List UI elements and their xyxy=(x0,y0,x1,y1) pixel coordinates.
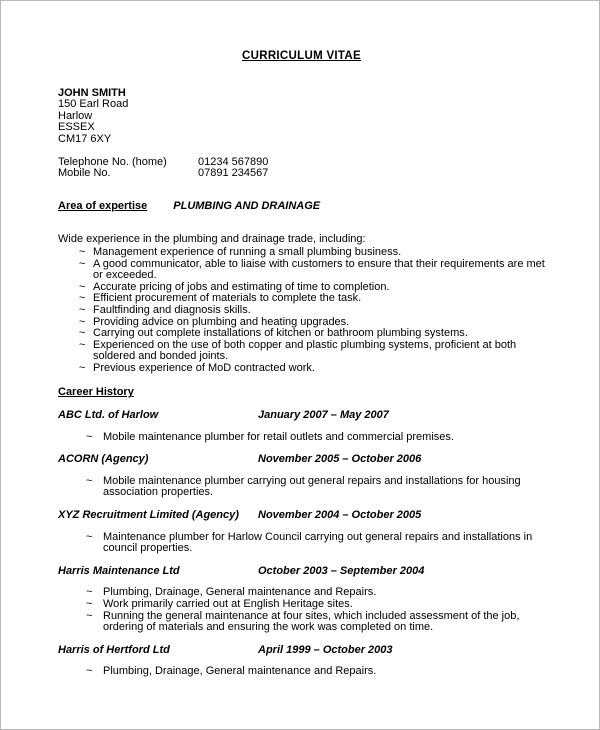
list-item-text: Running the general maintenance at four sites, which included assessment of the job, ordering of materials and ensuring the work was completed on time. xyxy=(103,609,520,634)
list-item xyxy=(58,340,545,363)
list-item xyxy=(58,259,545,282)
list-item-text: Providing advice on plumbing and heating upgrades. xyxy=(93,315,350,328)
phone-mobile-row xyxy=(58,168,545,180)
list-item-text: Accurate pricing of jobs and estimating of time to completion. xyxy=(93,280,390,293)
job-entry xyxy=(58,566,545,634)
list-item xyxy=(58,599,545,611)
job-employer: Harris Maintenance Ltd xyxy=(58,564,180,577)
address-line: 150 Earl Road xyxy=(58,98,129,111)
expertise-header-row xyxy=(58,201,545,213)
list-item-text: Work primarily carried out at English Heritage sites. xyxy=(103,598,353,610)
job-entry xyxy=(58,454,545,499)
list-item-text: Mobile maintenance plumber for retail outlets and commercial premises. xyxy=(103,430,454,443)
job-entry xyxy=(58,510,545,555)
list-item xyxy=(58,532,545,555)
list-item xyxy=(58,328,545,340)
doc-title: CURRICULUM VITAE xyxy=(242,50,361,62)
contact-block xyxy=(58,88,545,146)
list-item-text: Maintenance plumber for Harlow Council carrying out general repairs and installations in council properties. xyxy=(103,530,533,555)
job-employer: ABC Ltd. of Harlow xyxy=(58,409,159,422)
job-header xyxy=(58,454,545,466)
phone-mobile-value: 07891 234567 xyxy=(198,167,269,180)
expertise-value: PLUMBING AND DRAINAGE xyxy=(173,199,321,212)
list-item-text: Previous experience of MoD contracted work. xyxy=(93,361,315,374)
tilde-bullet-marker: ~ xyxy=(79,303,86,316)
list-item-text: Carrying out complete installations of kitchen or bathroom plumbing systems. xyxy=(93,327,468,340)
list-item xyxy=(58,432,545,444)
job-duties-list xyxy=(58,666,545,678)
tilde-bullet-marker: ~ xyxy=(79,361,86,374)
job-employer: ACORN (Agency) xyxy=(58,453,149,466)
job-header xyxy=(58,410,545,422)
tilde-bullet-marker: ~ xyxy=(79,327,86,340)
expertise-heading: Area of expertise xyxy=(58,199,148,212)
contact-name: JOHN SMITH xyxy=(58,86,126,99)
job-header xyxy=(58,566,545,578)
address-line: ESSEX xyxy=(58,121,95,134)
phone-home-value: 01234 567890 xyxy=(198,155,269,168)
job-dates: January 2007 – May 2007 xyxy=(258,409,389,422)
phone-home-row xyxy=(58,157,545,169)
tilde-bullet-marker: ~ xyxy=(86,474,93,487)
list-item-text: Efficient procurement of materials to complete the task. xyxy=(93,292,362,305)
list-item-text: Mobile maintenance plumber carrying out general repairs and installations for housing association properties. xyxy=(103,474,521,499)
job-entry xyxy=(58,645,545,678)
list-item-text: Plumbing, Drainage, General maintenance and Repairs. xyxy=(103,665,377,678)
phone-mobile-label: Mobile No. xyxy=(58,167,111,180)
tilde-bullet-marker: ~ xyxy=(86,586,93,599)
list-item-text: Plumbing, Drainage, General maintenance and Repairs. xyxy=(103,586,377,599)
list-item-text: Management experience of running a small plumbing business. xyxy=(93,245,402,258)
phone-block xyxy=(58,157,545,180)
tilde-bullet-marker: ~ xyxy=(86,530,93,543)
job-employer: Harris of Hertford Ltd xyxy=(58,643,170,656)
tilde-bullet-marker: ~ xyxy=(86,609,93,622)
job-header xyxy=(58,645,545,657)
address-line: Harlow xyxy=(58,109,93,122)
phone-home-label: Telephone No. (home) xyxy=(58,155,167,168)
address-line: CM17 6XY xyxy=(58,132,112,145)
list-item xyxy=(58,247,545,259)
job-header xyxy=(58,510,545,522)
job-duties-list xyxy=(58,532,545,555)
job-entry xyxy=(58,410,545,443)
list-item xyxy=(58,363,545,375)
job-duties-list xyxy=(58,432,545,444)
tilde-bullet-marker: ~ xyxy=(86,665,93,678)
tilde-bullet-marker: ~ xyxy=(79,338,86,351)
job-dates: November 2005 – October 2006 xyxy=(258,453,422,466)
tilde-bullet-marker: ~ xyxy=(79,292,86,305)
list-item-text: Experienced on the use of both copper and plastic plumbing systems, proficient at both soldered and bonded joints. xyxy=(93,338,517,363)
tilde-bullet-marker: ~ xyxy=(79,315,86,328)
list-item xyxy=(58,305,545,317)
list-item-text: A good communicator, able to liaise with customers to ensure that their requirements are met or exceeded. xyxy=(93,257,545,282)
tilde-bullet-marker: ~ xyxy=(86,598,93,610)
list-item-text: Faultfinding and diagnosis skills. xyxy=(93,303,251,316)
job-dates: November 2004 – October 2005 xyxy=(258,509,422,522)
tilde-bullet-marker: ~ xyxy=(79,257,86,270)
tilde-bullet-marker: ~ xyxy=(86,430,93,443)
career-heading: Career History xyxy=(58,386,134,399)
list-item xyxy=(58,611,545,634)
job-duties-list xyxy=(58,476,545,499)
list-item xyxy=(58,476,545,499)
job-duties-list xyxy=(58,587,545,633)
expertise-list xyxy=(58,247,545,375)
tilde-bullet-marker: ~ xyxy=(79,280,86,293)
job-dates: October 2003 – September 2004 xyxy=(258,564,425,577)
expertise-intro: Wide experience in the plumbing and drainage trade, including: xyxy=(58,233,366,246)
tilde-bullet-marker: ~ xyxy=(79,245,86,258)
job-employer: XYZ Recruitment Limited (Agency) xyxy=(58,509,239,522)
list-item xyxy=(58,666,545,678)
job-dates: April 1999 – October 2003 xyxy=(258,643,393,656)
